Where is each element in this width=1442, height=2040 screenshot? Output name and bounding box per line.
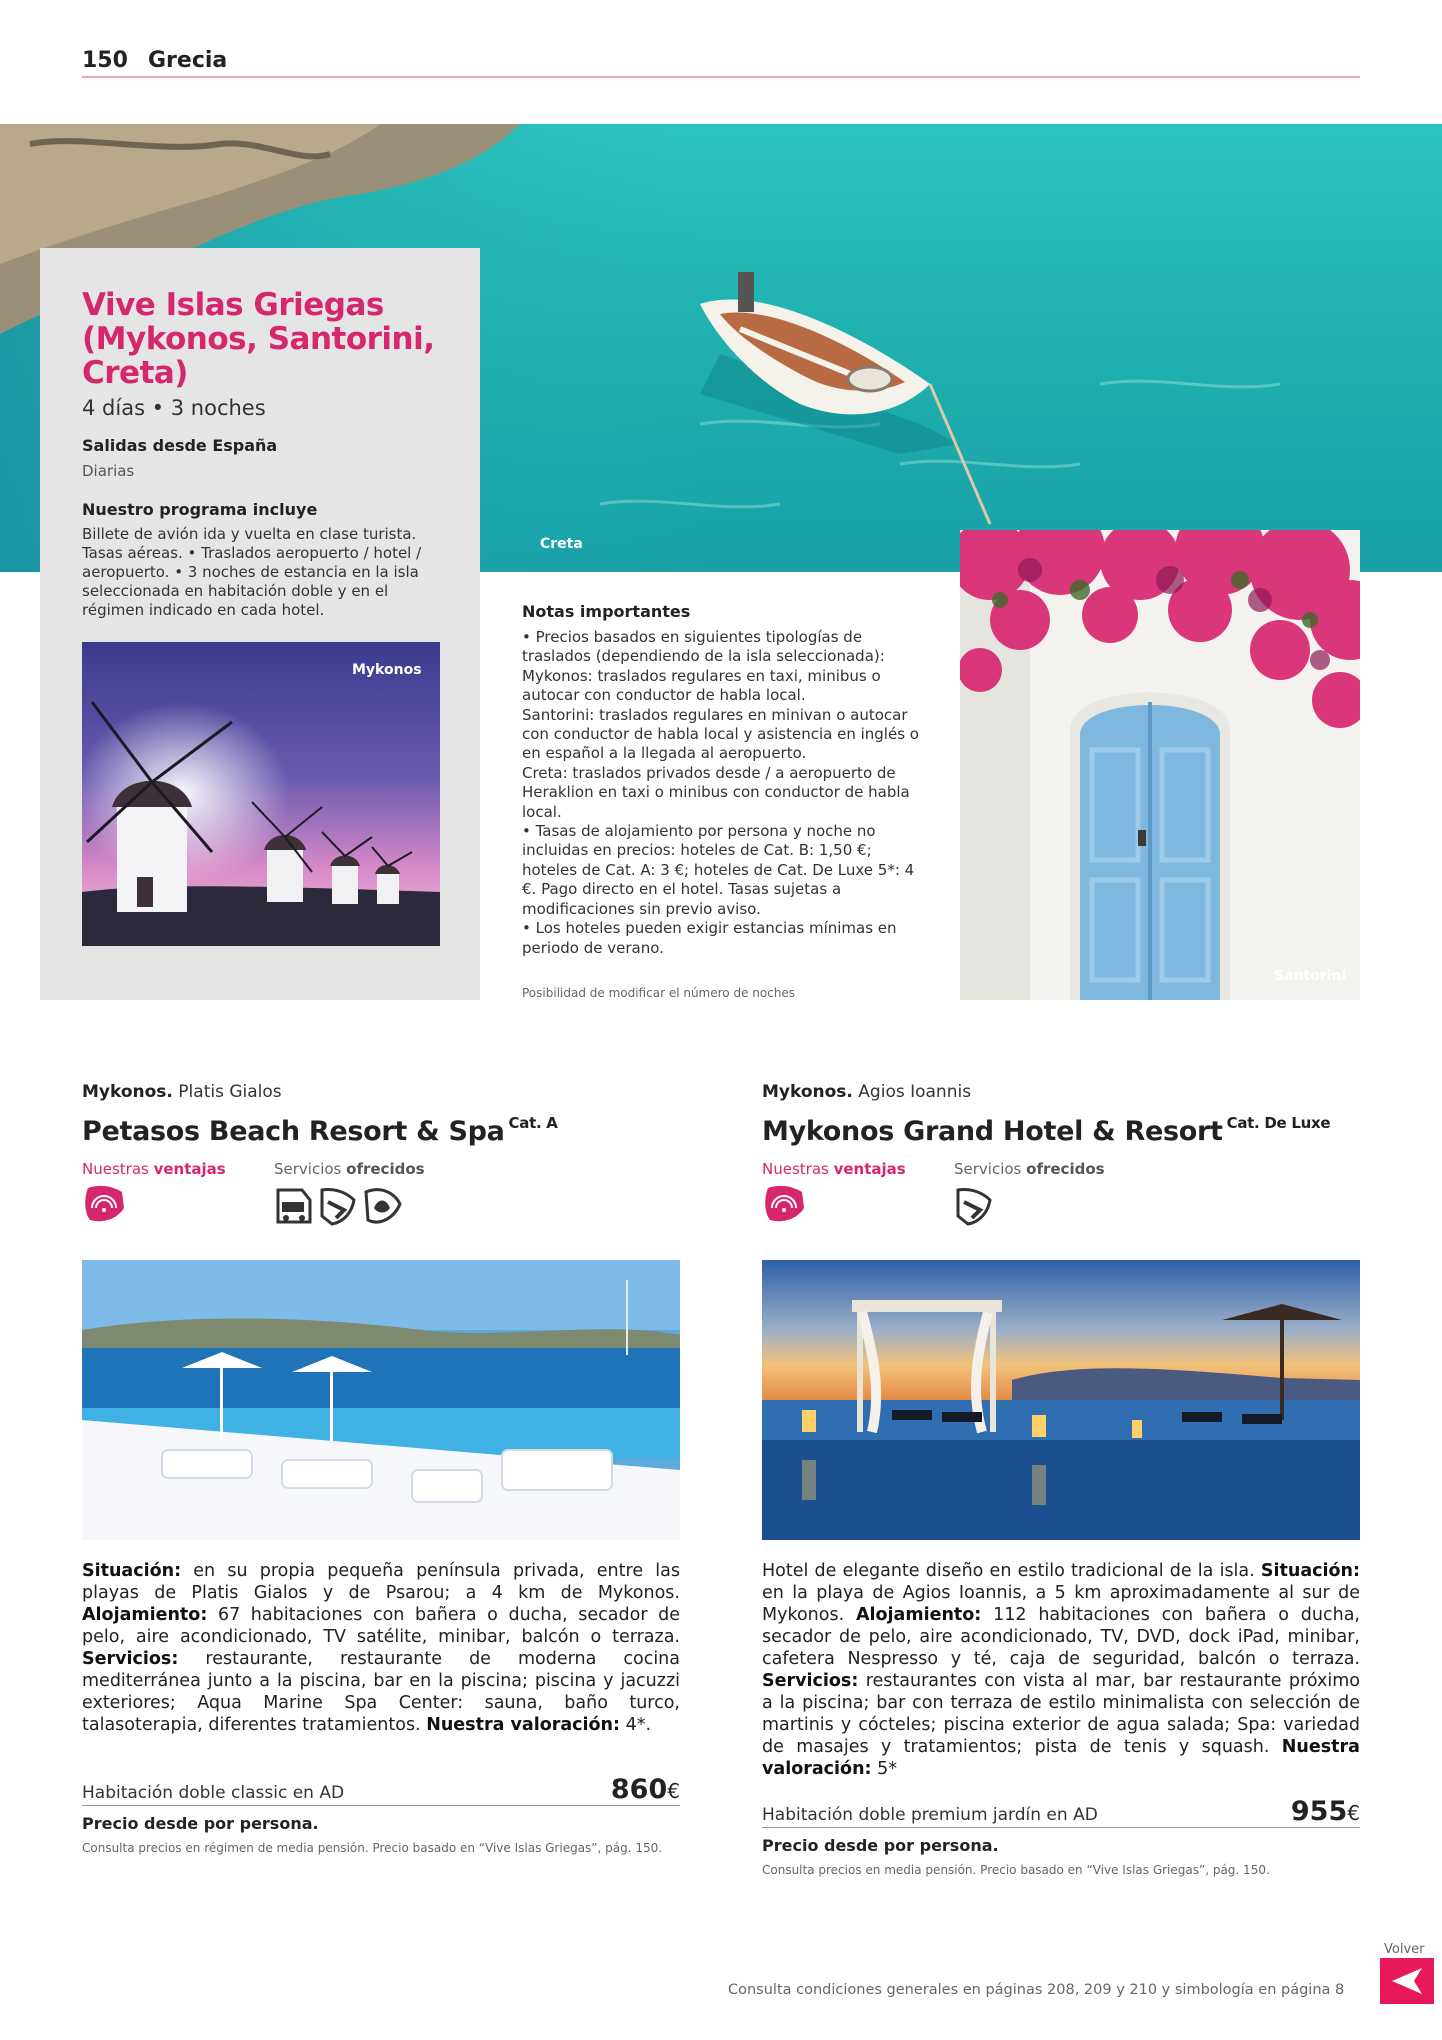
label-valoracion: Nuestra valoración: xyxy=(762,1737,1360,1779)
hotel-right-price-small: Consulta precios en media pensión. Precio basado en “Vive Islas Griegas”, pág. 150. xyxy=(762,1863,1270,1877)
label-situacion: Situación: xyxy=(82,1561,182,1581)
hotel-left-area: Platis Gialos xyxy=(178,1082,282,1102)
notes-item: Creta: traslados privados desde / a aeropuerto de Heraklion en taxi o minibus con conductor de habla local. xyxy=(522,763,910,821)
santorini-door-image xyxy=(960,530,1360,1000)
services-label-a: Servicios xyxy=(274,1160,342,1178)
services-label-b: ofrecidos xyxy=(1026,1160,1105,1178)
hotel-right-price xyxy=(1291,1796,1360,1827)
hotel-left-services-label xyxy=(274,1160,425,1178)
back-label: Volver xyxy=(1384,1942,1425,1957)
hotel-left-price-small: Consulta precios en régimen de media pensión. Precio basado en “Vive Islas Griegas”, pág. 150. xyxy=(82,1841,663,1855)
mykonos-windmills-image xyxy=(82,642,440,946)
hotel-right-island: Mykonos. xyxy=(762,1082,853,1102)
notes-item: Santorini: traslados regulares en minivan o autocar con conductor de habla local y asistencia en inglés o en español a la llegada al aeropuerto. xyxy=(522,705,919,763)
car-rental-icon xyxy=(274,1186,314,1226)
hotel-right-advantages-label xyxy=(762,1160,906,1178)
notes-item: • Los hoteles pueden exigir estancias mínimas en periodo de verano. xyxy=(522,919,897,957)
advantages-label-b: ventajas xyxy=(153,1160,226,1178)
trip-duration: 4 días • 3 noches xyxy=(82,396,266,420)
hero-caption: Creta xyxy=(540,536,583,552)
notes-footnote: Posibilidad de modificar el número de noches xyxy=(522,986,796,1000)
hotel-left-price-label: Habitación doble classic en AD xyxy=(82,1783,345,1803)
advantages-label-a: Nuestras xyxy=(762,1160,829,1178)
spa-icon xyxy=(362,1186,402,1226)
label-valoracion: Nuestra valoración: xyxy=(426,1715,621,1735)
hotel-right-services-label xyxy=(954,1160,1105,1178)
label-servicios: Servicios: xyxy=(762,1671,859,1691)
includes-text: Billete de avión ida y vuelta en clase turista. Tasas aéreas. • Traslados aeropuerto / hotel / aeropuerto. • 3 noches de estancia en la isla seleccionada en habitación doble y en el régimen indicado en cada hotel. xyxy=(82,525,422,619)
header-divider xyxy=(82,76,1360,78)
text-servicios: restaurante, restaurante de moderna cocina mediterránea junto a la piscina, bar en la piscina; piscina y jacuzzi exteriores; Aqua Marine Spa Center: sauna, baño turco, talasoterapia, diferentes tratamientos. xyxy=(82,1649,680,1735)
notes-item: • Tasas de alojamiento por persona y noche no incluidas en precios: hoteles de Cat. B: 1,50 €; hoteles de Cat. A: 3 €; hoteles de Cat. De Luxe 5*: 4 €. Pago directo en el hotel. Tasas sujetas a modificaciones sin previo aviso. xyxy=(522,822,915,918)
footer-conditions: Consulta condiciones generales en páginas 208, 209 y 210 y simbología en página 8 xyxy=(728,1982,1345,1998)
notes-item: • Precios basados en siguientes tipologías de traslados (dependiendo de la isla seleccionada): xyxy=(522,628,885,666)
hotel-right-price-row xyxy=(762,1798,1360,1828)
hotel-left-location xyxy=(82,1082,282,1102)
notes-item: Mykonos: traslados regulares en taxi, minibus o autocar con conductor de habla local. xyxy=(522,666,881,705)
label-alojamiento: Alojamiento: xyxy=(82,1605,208,1625)
includes-heading: Nuestro programa incluye xyxy=(82,500,318,519)
services-label-a: Servicios xyxy=(954,1160,1022,1178)
hotel-left-category: Cat. A xyxy=(508,1114,558,1132)
hotel-right-category: Cat. De Luxe xyxy=(1226,1114,1331,1132)
hotel-right-name xyxy=(762,1114,1330,1147)
price-value: 955 xyxy=(1290,1796,1348,1827)
hotel-left-price xyxy=(611,1774,680,1805)
hotel-right-area: Agios Ioannis xyxy=(858,1082,972,1102)
hotel-left-description xyxy=(82,1560,680,1736)
back-button[interactable] xyxy=(1380,1958,1434,2004)
price-currency: € xyxy=(1347,1801,1360,1825)
hotel-left-advantages-label xyxy=(82,1160,226,1178)
text-situacion: en su propia pequeña península privada, entre las playas de Platis Gialos y de Psarou; a 4 km de Mykonos. xyxy=(82,1561,680,1603)
hotel-left-price-note: Precio desde por persona. xyxy=(82,1814,319,1833)
mykonos-caption: Mykonos xyxy=(352,662,422,678)
price-currency: € xyxy=(667,1779,680,1803)
hotel-left-name xyxy=(82,1114,558,1147)
section-title: Grecia xyxy=(148,48,228,73)
free-wifi-icon xyxy=(82,1184,126,1224)
hotel-right-name-text: Mykonos Grand Hotel & Resort xyxy=(762,1116,1223,1147)
text-situacion: en la playa de Agios Ioannis, a 5 km aproximadamente al sur de Mykonos. xyxy=(762,1583,1360,1625)
hotel-right-description xyxy=(762,1560,1360,1780)
back-arrow-icon xyxy=(1380,1958,1434,2004)
departures-value: Diarias xyxy=(82,462,135,480)
hotel-left-price-row xyxy=(82,1776,680,1806)
free-wifi-icon xyxy=(762,1184,806,1224)
hotel-right-price-label: Habitación doble premium jardín en AD xyxy=(762,1805,1098,1825)
notes-heading: Notas importantes xyxy=(522,602,691,621)
santorini-caption: Santorini xyxy=(1274,968,1347,984)
hotel-right-location xyxy=(762,1082,971,1102)
departures-heading: Salidas desde España xyxy=(82,436,278,455)
label-situacion: Situación: xyxy=(1260,1561,1360,1581)
room-service-icon xyxy=(954,1186,994,1226)
hotel-left-name-text: Petasos Beach Resort & Spa xyxy=(82,1116,505,1147)
advantages-label-b: ventajas xyxy=(833,1160,906,1178)
services-label-b: ofrecidos xyxy=(346,1160,425,1178)
text-intro: Hotel de elegante diseño en estilo tradicional de la isla. xyxy=(762,1561,1255,1581)
label-alojamiento: Alojamiento: xyxy=(855,1605,982,1625)
text-valoracion: 4*. xyxy=(625,1715,652,1735)
hotel-left-photo xyxy=(82,1260,680,1540)
room-service-icon xyxy=(318,1186,358,1226)
advantages-label-a: Nuestras xyxy=(82,1160,149,1178)
page-number: 150 xyxy=(82,48,128,73)
label-servicios: Servicios: xyxy=(82,1649,179,1669)
text-alojamiento: 67 habitaciones con bañera o ducha, secador de pelo, aire acondicionado, TV satélite, minibar, balcón o terraza. xyxy=(82,1605,680,1647)
text-valoracion: 5* xyxy=(877,1759,897,1779)
hotel-right-photo xyxy=(762,1260,1360,1540)
text-servicios: restaurantes con vista al mar, bar restaurante próximo a la piscina; bar con terraza de estilo minimalista con selección de martinis y cócteles; piscina exterior de agua salada; Spa: variedad de masajes y tratamientos; pista de tenis y squash. xyxy=(762,1671,1360,1757)
text-alojamiento: 112 habitaciones con bañera o ducha, secador de pelo, aire acondicionado, TV, DVD, dock iPad, minibar, cafetera Nespresso y té, caja de seguridad, balcón o terraza. xyxy=(762,1605,1360,1669)
price-value: 860 xyxy=(610,1774,668,1805)
hotel-right-price-note: Precio desde por persona. xyxy=(762,1836,999,1855)
notes-body xyxy=(522,628,922,958)
trip-title: Vive Islas Griegas (Mykonos, Santorini, Creta) xyxy=(82,287,435,391)
hotel-left-island: Mykonos. xyxy=(82,1082,173,1102)
